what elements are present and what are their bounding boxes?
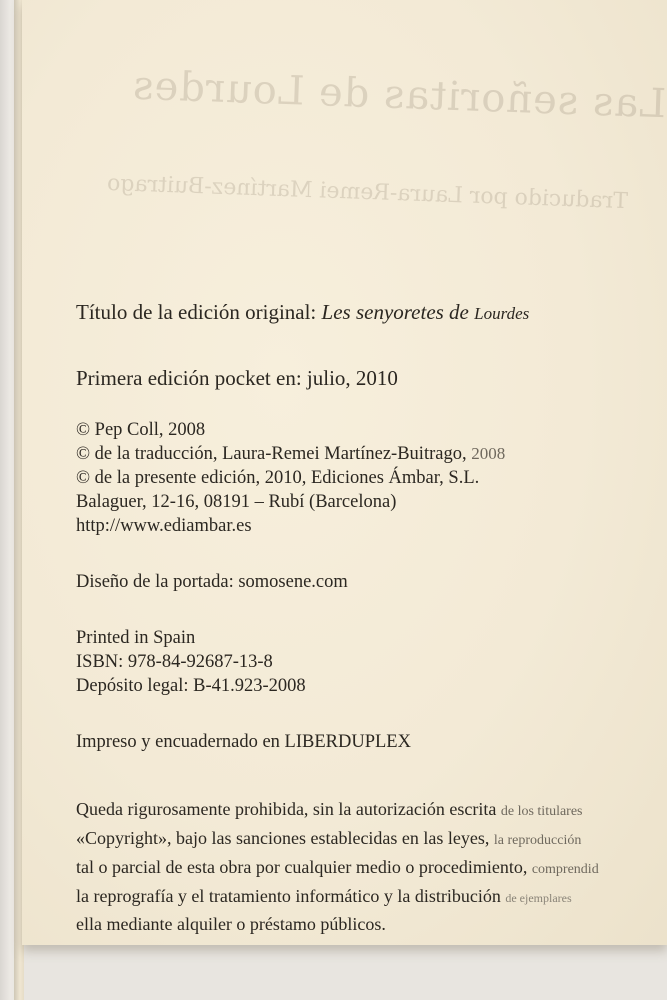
show-through-subtitle: Traducido por Laura-Remei Martínez-Buitrago [106, 170, 629, 215]
copyright-page-text [76, 298, 666, 937]
legal-line-1-tail: de los titulares [500, 804, 583, 819]
printed-in-line: Printed in Spain [76, 628, 196, 648]
legal-line-4-main: la reprografía y el tratamiento informático y la distribución [76, 886, 501, 906]
original-title-main: Les senyoretes de [321, 300, 469, 324]
show-through-title: Las señoritas de Lourdes [131, 62, 667, 128]
legal-line-2 [76, 825, 666, 854]
original-title-label: Título de la edición original: [76, 300, 317, 324]
copyright-translation-main: © de la traducción, Laura-Remei Martínez-Buitrago, [76, 444, 467, 464]
legal-line-3-tail: comprendid [531, 862, 599, 877]
publisher-address: Balaguer, 12-16, 08191 – Rubí (Barcelona) [76, 492, 397, 512]
legal-notice [76, 796, 666, 937]
legal-line-4 [76, 883, 666, 911]
original-title-line [76, 298, 666, 328]
deposito-legal-line: Depósito legal: B-41.923-2008 [76, 676, 306, 696]
legal-line-2-main: «Copyright», bajo las sanciones establecidas en las leyes, [76, 828, 490, 848]
legal-line-4-tail: de ejemplares [505, 891, 572, 905]
legal-line-1 [76, 796, 666, 825]
original-title-end: Lourdes [474, 304, 530, 323]
legal-line-2-tail: la reproducción [493, 833, 582, 848]
copyright-translation-year: 2008 [471, 444, 506, 463]
copyright-author: © Pep Coll, 2008 [76, 420, 206, 440]
legal-line-3-main: tal o parcial de esta obra por cualquier medio o procedimiento, [76, 857, 528, 877]
legal-line-5: ella mediante alquiler o préstamo públicos. [76, 914, 386, 934]
first-edition-line: Primera edición pocket en: julio, 2010 [76, 366, 398, 390]
legal-line-3 [76, 854, 666, 883]
isbn-line: ISBN: 978-84-92687-13-8 [76, 652, 273, 672]
cover-design-credit: Diseño de la portada: somosene.com [76, 572, 348, 592]
legal-line-1-main: Queda rigurosamente prohibida, sin la autorización escrita [76, 799, 497, 819]
copyright-translation [76, 442, 666, 466]
binding-line: Impreso y encuadernado en LIBERDUPLEX [76, 732, 411, 752]
publisher-website: http://www.ediambar.es [76, 516, 252, 536]
copyright-edition: © de la presente edición, 2010, Ediciones Ámbar, S.L. [76, 468, 480, 488]
book-page [22, 0, 667, 945]
